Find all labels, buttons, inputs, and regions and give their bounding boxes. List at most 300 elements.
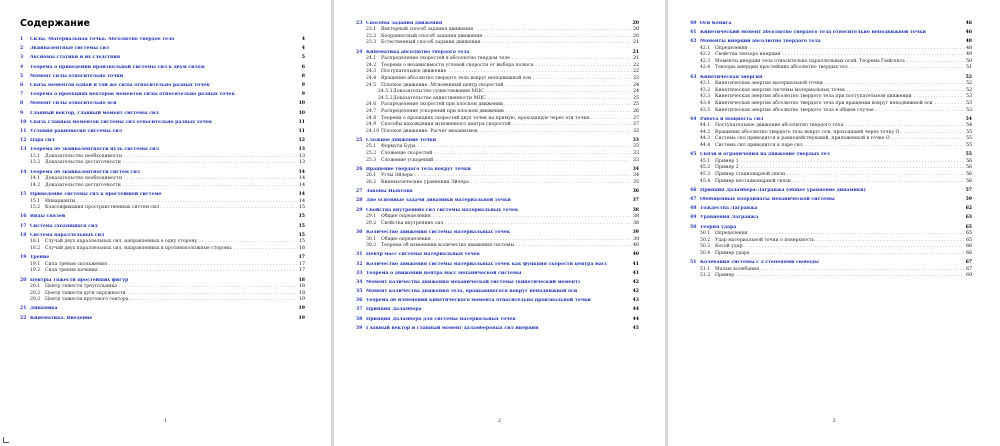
toc-entry-page[interactable]: 55 — [966, 143, 972, 149]
toc-entry-page[interactable]: 50 — [966, 58, 972, 64]
toc-entry-page[interactable]: 45 — [632, 325, 639, 331]
toc-subsection-entry[interactable] — [356, 243, 639, 250]
toc-entry-page[interactable]: 53 — [966, 94, 972, 100]
toc-entry-page[interactable]: 33 — [633, 151, 639, 157]
toc-section-entry[interactable] — [20, 192, 305, 199]
toc-entry-title[interactable]: Инварианты — [45, 198, 76, 204]
toc-section-entry[interactable] — [20, 120, 305, 127]
toc-entry-title[interactable]: Оси Кенига — [700, 20, 732, 26]
toc-entry-title[interactable]: Общие определения — [381, 214, 431, 220]
toc-entry-title[interactable]: Доказательство единственности МЦС — [393, 95, 486, 101]
toc-entry-title[interactable]: Теорема о независимости угловой скорости от выбора полюса — [381, 62, 534, 68]
toc-entry-title[interactable]: Распределение скоростей при плоском движении — [381, 102, 503, 108]
toc-entry-page[interactable]: 5 — [301, 55, 305, 61]
toc-entry-title[interactable]: Кинетическая энергия материальной точки — [715, 81, 823, 87]
toc-subsection-entry[interactable] — [20, 268, 305, 275]
toc-subsection-entry[interactable] — [356, 109, 639, 116]
toc-entry-title[interactable]: Кинетическая энергия системы материальных точек — [715, 87, 846, 93]
toc-entry-title[interactable]: Эквивалентные системы сил — [30, 46, 110, 52]
toc-entry-title[interactable]: Система параллельных сил — [30, 232, 105, 238]
toc-entry-page[interactable]: 15 — [298, 214, 305, 220]
toc-entry-title[interactable]: Система сил приводится к паре сил — [715, 143, 803, 149]
toc-entry-title[interactable]: Динамика — [30, 306, 58, 312]
toc-entry-page[interactable]: 43 — [632, 298, 639, 304]
toc-entry-title[interactable]: Приведение системы сил к простейшей системе — [30, 192, 162, 197]
toc-entry-page[interactable]: 24 — [633, 89, 639, 95]
toc-entry-page[interactable]: 26 — [633, 108, 639, 114]
toc-entry-page[interactable]: 14 — [299, 176, 305, 182]
toc-section-entry[interactable] — [20, 37, 305, 44]
toc-section-entry[interactable] — [356, 289, 639, 296]
toc-section-entry[interactable] — [20, 65, 305, 72]
toc-entry-title[interactable]: Поступательное движение абсолютно твердого тела — [715, 123, 844, 129]
toc-entry-page[interactable]: 14 — [298, 192, 305, 197]
toc-section-entry[interactable] — [690, 152, 972, 159]
toc-subsection-entry[interactable] — [20, 239, 305, 246]
toc-entry-title[interactable]: Центры тяжести простейших фигур — [30, 277, 129, 283]
toc-entry-page[interactable]: 35 — [633, 180, 639, 186]
toc-entry-page[interactable]: 46 — [965, 20, 972, 26]
toc-subsection-entry[interactable] — [356, 69, 639, 76]
toc-entry-title[interactable]: Формула Бура — [381, 144, 416, 150]
toc-entry-title[interactable]: Силы. Материальная точка. Абсолютно твердое тело — [30, 37, 175, 42]
toc-entry-page[interactable]: 21 — [633, 40, 639, 46]
toc-entry-page[interactable]: 6 — [301, 64, 305, 70]
toc-entry-title[interactable]: Моменты инерции абсолютно твердого тела — [700, 38, 821, 44]
toc-entry-page[interactable]: 38 — [633, 214, 639, 220]
toc-subsection-entry[interactable] — [20, 205, 305, 212]
toc-entry-page[interactable]: 48 — [965, 38, 972, 44]
toc-entry-title[interactable]: Свойства внутренних сил системы материальных точек — [366, 207, 519, 213]
toc-subsection-entry[interactable] — [20, 284, 305, 291]
toc-section-entry[interactable] — [20, 46, 305, 53]
toc-entry-title[interactable]: Сложное движение точки — [366, 137, 437, 143]
toc-subsection-entry[interactable] — [20, 160, 305, 167]
toc-entry-page[interactable]: 10 — [298, 101, 305, 107]
toc-entry-title[interactable]: Свойства тензора инерции — [715, 52, 781, 58]
toc-entry-title[interactable]: Трение — [30, 255, 50, 261]
toc-entry-page[interactable]: 14 — [299, 198, 305, 204]
toc-entry-page[interactable]: 22 — [633, 69, 639, 75]
toc-entry-title[interactable]: Малые колебания — [715, 266, 759, 272]
toc-entry-page[interactable]: 17 — [298, 255, 305, 261]
toc-entry-page[interactable]: 59 — [965, 197, 972, 202]
toc-entry-title[interactable]: Векторный способ задания движения — [381, 27, 474, 33]
toc-section-entry[interactable] — [20, 55, 305, 62]
toc-entry-title[interactable]: Условия равновесия системы сил — [30, 128, 122, 134]
toc-entry-page[interactable]: 24 — [633, 82, 639, 88]
toc-entry-page[interactable]: 49 — [966, 52, 972, 58]
toc-entry-title[interactable]: Виды связей — [30, 214, 66, 220]
toc-entry-page[interactable]: 44 — [632, 316, 639, 322]
toc-entry-title[interactable]: Косой удар — [715, 244, 743, 250]
toc-entry-title[interactable]: Классификация пространственных систем сил — [45, 205, 159, 211]
toc-entry-title[interactable]: Определения — [715, 231, 748, 237]
toc-entry-page[interactable]: 21 — [633, 56, 639, 62]
toc-entry-page[interactable]: 44 — [632, 307, 639, 313]
toc-section-entry[interactable] — [356, 198, 639, 205]
toc-entry-page[interactable]: 46 — [965, 29, 972, 35]
toc-entry-title[interactable]: Тождества Лагранжа — [700, 206, 758, 212]
toc-entry-page[interactable]: 66 — [966, 244, 972, 250]
toc-entry-page[interactable]: 52 — [965, 74, 972, 80]
toc-entry-title[interactable]: Момент силы относительно точки — [30, 73, 124, 79]
toc-entry-title[interactable]: Вращение абсолютно твердого тела вокруг неподвижной оси — [381, 75, 532, 81]
toc-entry-page[interactable]: 39 — [633, 236, 639, 242]
toc-entry-page[interactable]: 23 — [633, 75, 639, 81]
toc-entry-title[interactable]: Кинетическая энергия — [700, 74, 763, 80]
toc-entry-title[interactable]: Колебания системы с 2 степенями свободы — [700, 260, 819, 266]
toc-subsection-entry[interactable] — [356, 56, 639, 63]
toc-entry-page[interactable]: 9 — [301, 82, 305, 88]
toc-entry-page[interactable]: 41 — [632, 261, 639, 267]
toc-entry-title[interactable]: Теорема о проекциях скоростей двух точек на прямую, проходящую через эти точки — [381, 115, 590, 121]
toc-entry-page[interactable]: 8 — [301, 73, 305, 79]
toc-entry-title[interactable]: Теорема о приведении произвольной системы сил к двум силам — [30, 64, 205, 70]
toc-subsection-entry[interactable] — [356, 221, 639, 228]
toc-entry-page[interactable]: 14 — [299, 182, 305, 188]
toc-entry-title[interactable]: Пример нестационарной связи — [715, 178, 791, 184]
toc-entry-page[interactable]: 11 — [298, 128, 305, 134]
toc-entry-title[interactable]: Плоское движение. Расчет механизмов — [381, 128, 478, 134]
toc-entry-page[interactable]: 27 — [633, 122, 639, 128]
toc-subsection-entry[interactable] — [690, 179, 972, 186]
toc-entry-title[interactable]: Распределение скоростей в абсолютно твердом теле — [381, 56, 510, 62]
toc-section-entry[interactable] — [690, 206, 972, 213]
toc-subsection-entry[interactable] — [690, 143, 972, 150]
toc-entry-page[interactable]: 38 — [632, 207, 639, 213]
toc-entry-page[interactable]: 57 — [965, 187, 972, 193]
toc-entry-page[interactable]: 56 — [966, 172, 972, 178]
toc-entry-title[interactable]: Центр тяжести дуги окружности — [45, 290, 126, 296]
toc-section-entry[interactable] — [20, 92, 305, 99]
toc-entry-title[interactable]: Кинетическая энергия абсолютно твердого тела при вращении вокруг неподвижной оси — [715, 100, 933, 106]
toc-subsection-entry[interactable] — [356, 214, 639, 221]
toc-entry-title[interactable]: Законы Ньютона — [366, 189, 413, 195]
toc-section-entry[interactable] — [20, 224, 305, 231]
toc-section-entry[interactable] — [20, 138, 305, 145]
toc-section-entry[interactable] — [690, 215, 972, 222]
toc-entry-page[interactable]: 62 — [965, 206, 972, 212]
toc-entry-title[interactable]: Главный вектор и главный момент даламберовых сил инерции — [366, 325, 539, 331]
toc-entry-title[interactable]: Кинетическая энергия абсолютно твердого тела в общем случае — [715, 107, 874, 113]
toc-entry-page[interactable]: 54 — [965, 116, 972, 122]
toc-subsection-entry[interactable] — [356, 102, 639, 109]
toc-entry-page[interactable]: 67 — [966, 266, 972, 272]
toc-entry-page[interactable]: 34 — [632, 166, 639, 172]
toc-section-entry[interactable] — [690, 21, 972, 28]
toc-section-entry[interactable] — [20, 83, 305, 90]
toc-entry-title[interactable]: Момент количества движения механической системы (кинетический момент) — [366, 279, 581, 285]
toc-entry-page[interactable]: 4 — [301, 37, 305, 42]
toc-subsection-entry[interactable] — [356, 40, 639, 47]
toc-entry-title[interactable]: Случай двух параллельных сил, направленных в одну сторону — [45, 239, 198, 245]
toc-subsection-entry[interactable] — [20, 246, 305, 253]
toc-entry-page[interactable]: 67 — [965, 260, 972, 266]
toc-entry-page[interactable]: 42 — [632, 279, 639, 285]
toc-entry-page[interactable]: 41 — [632, 270, 639, 276]
toc-subsection-entry[interactable] — [356, 27, 639, 34]
toc-entry-title[interactable]: Общие определения — [381, 236, 431, 242]
toc-entry-title[interactable]: Принцип Даламбера — [366, 307, 422, 313]
toc-entry-page[interactable]: 56 — [966, 158, 972, 164]
toc-entry-title[interactable]: Моменты инерции тела относительно параллельных осей. Теорема Гюйгенса — [715, 58, 905, 64]
toc-entry-page[interactable]: 38 — [633, 220, 639, 226]
toc-entry-title[interactable]: Кинетический момент абсолютно твердого тела относительно неподвижной точки — [700, 29, 926, 35]
toc-entry-page[interactable]: 20 — [633, 27, 639, 33]
toc-entry-title[interactable]: Теория удара — [700, 224, 737, 230]
toc-entry-page[interactable]: 25 — [633, 102, 639, 108]
toc-entry-title[interactable]: Количество движения системы материальных точек как функция скорости центра масс — [366, 261, 608, 267]
toc-entry-page[interactable]: 33 — [633, 144, 639, 150]
toc-entry-page[interactable]: 34 — [633, 173, 639, 179]
toc-section-entry[interactable] — [690, 30, 972, 37]
toc-entry-page[interactable]: 17 — [299, 261, 305, 267]
toc-subsection-entry[interactable] — [690, 231, 972, 238]
toc-entry-title[interactable]: Удар материальной точки о поверхность — [715, 237, 815, 243]
toc-entry-page[interactable]: 53 — [966, 100, 972, 106]
toc-entry-page[interactable]: 15 — [298, 223, 305, 229]
toc-entry-title[interactable]: Момент силы относительно оси — [30, 101, 117, 107]
toc-entry-page[interactable]: 36 — [632, 189, 639, 195]
toc-entry-title[interactable]: Связь главных моментов системы сил относительно разных точек — [30, 119, 213, 125]
toc-entry-title[interactable]: Кинематика. Введение — [30, 315, 93, 321]
toc-entry-page[interactable]: 27 — [633, 115, 639, 121]
toc-subsection-entry[interactable] — [20, 183, 305, 190]
toc-entry-page[interactable]: 19 — [299, 297, 305, 303]
toc-entry-page[interactable]: 54 — [966, 123, 972, 129]
toc-section-entry[interactable] — [20, 74, 305, 81]
toc-subsection-entry[interactable] — [690, 52, 972, 59]
toc-entry-title[interactable]: Пример 1 — [715, 158, 739, 164]
toc-entry-page[interactable]: 4 — [301, 46, 305, 52]
toc-section-entry[interactable] — [20, 147, 305, 154]
toc-section-entry[interactable] — [20, 129, 305, 136]
toc-subsection-entry[interactable] — [356, 151, 639, 158]
toc-section-entry[interactable] — [20, 316, 305, 323]
toc-entry-title[interactable]: Углы Эйлера — [381, 173, 413, 179]
toc-entry-page[interactable]: 56 — [966, 178, 972, 184]
toc-entry-page[interactable]: 69 — [966, 273, 972, 279]
toc-entry-title[interactable]: Распределение ускорений при плоском движении — [381, 108, 504, 114]
toc-section-entry[interactable] — [20, 214, 305, 221]
toc-entry-page[interactable]: 39 — [632, 229, 639, 235]
toc-section-entry[interactable] — [690, 39, 972, 46]
toc-entry-page[interactable]: 13 — [299, 160, 305, 166]
toc-entry-page[interactable]: 51 — [966, 65, 972, 71]
toc-entry-title[interactable]: Доказательство необходимости — [45, 153, 123, 159]
toc-entry-title[interactable]: Доказательство существования МЦС — [393, 89, 484, 95]
toc-entry-title[interactable]: Аксиомы статики и их следствия — [30, 55, 121, 61]
toc-entry-title[interactable]: Теорема об изменении количества движения системы — [381, 243, 515, 249]
toc-entry-title[interactable]: Способы нахождения мгновенного центра скоростей — [381, 122, 511, 128]
toc-section-entry[interactable] — [356, 252, 639, 259]
toc-entry-title[interactable]: Кинематика абсолютно твердого тела — [366, 49, 470, 55]
toc-entry-page[interactable]: 65 — [966, 237, 972, 243]
toc-entry-title[interactable]: Главный вектор, главный момент системы сил — [30, 110, 159, 116]
toc-subsection-entry[interactable] — [690, 273, 972, 280]
toc-entry-title[interactable]: Две основные задачи динамики материальной точки — [366, 198, 511, 204]
toc-entry-page[interactable]: 55 — [965, 152, 972, 158]
toc-entry-title[interactable]: Принцип Даламбера для системы материальных точек — [366, 316, 516, 322]
toc-entry-page[interactable]: 16 — [299, 245, 305, 251]
toc-entry-title[interactable]: Связь моментов одной и той же силы относительно разных точек — [30, 82, 210, 88]
toc-section-entry[interactable] — [356, 326, 639, 333]
toc-subsection-entry[interactable] — [690, 65, 972, 72]
toc-entry-page[interactable]: 14 — [298, 169, 305, 175]
toc-entry-page[interactable]: 52 — [966, 81, 972, 87]
toc-section-entry[interactable] — [356, 262, 639, 269]
toc-entry-title[interactable]: Вращение твердого тела вокруг точки — [366, 166, 471, 172]
toc-section-entry[interactable] — [356, 280, 639, 287]
toc-subsection-entry[interactable] — [20, 176, 305, 183]
toc-entry-title[interactable]: Уравнения Лагранжа — [700, 215, 759, 221]
toc-entry-page[interactable]: 48 — [966, 45, 972, 51]
toc-subsection-entry[interactable] — [690, 172, 972, 179]
toc-section-entry[interactable] — [20, 255, 305, 262]
toc-entry-title[interactable]: Теорема о движении центра масс механической системы — [366, 270, 522, 276]
toc-entry-page[interactable]: 20 — [633, 33, 639, 39]
toc-entry-title[interactable]: Свойства внутренних сил — [381, 220, 444, 226]
toc-entry-page[interactable]: 63 — [965, 215, 972, 221]
toc-entry-title[interactable]: Количество движения системы материальных точек — [366, 229, 511, 235]
toc-section-entry[interactable] — [356, 189, 639, 196]
toc-entry-title[interactable]: Пара сил — [30, 138, 55, 144]
toc-entry-page[interactable]: 20 — [632, 20, 639, 26]
toc-entry-title[interactable]: Связи и ограничения на движение твердых тел — [700, 152, 830, 158]
toc-entry-page[interactable]: 53 — [966, 107, 972, 113]
toc-entry-title[interactable]: Работа и мощность сил — [700, 116, 764, 122]
toc-entry-title[interactable]: Способы задания движения — [366, 20, 443, 26]
toc-entry-page[interactable]: 37 — [632, 198, 639, 204]
toc-entry-page[interactable]: 42 — [632, 289, 639, 295]
toc-section-entry[interactable] — [690, 188, 972, 195]
toc-entry-page[interactable]: 18 — [298, 277, 305, 283]
toc-entry-title[interactable]: Пример стационарной связи — [715, 172, 786, 178]
toc-entry-page[interactable]: 55 — [966, 136, 972, 142]
toc-entry-title[interactable]: Сила трения качения — [45, 268, 98, 274]
toc-entry-page[interactable]: 9 — [301, 92, 305, 98]
toc-section-entry[interactable] — [20, 111, 305, 118]
toc-entry-page[interactable]: 55 — [966, 129, 972, 135]
toc-subsection-entry[interactable] — [356, 122, 639, 129]
toc-entry-title[interactable]: Принцип Даламбера-Лагранжа (общее уравнение динамики) — [700, 187, 866, 193]
toc-entry-title[interactable]: Поступательное движение — [381, 69, 447, 75]
toc-entry-title[interactable]: Центр масс системы материальных точек — [366, 252, 481, 258]
toc-subsection-entry[interactable] — [690, 123, 972, 130]
toc-entry-page[interactable]: 65 — [965, 224, 972, 230]
toc-entry-title[interactable]: Случай двух параллельных сил, направленных в противоположные стороны — [45, 245, 232, 251]
toc-subsection-entry[interactable] — [356, 129, 639, 136]
toc-entry-page[interactable]: 22 — [633, 62, 639, 68]
toc-entry-title[interactable]: Теорема об эквивалентности нуль системы сил — [30, 147, 159, 153]
toc-entry-title[interactable]: Естественный способ задания движения — [381, 40, 481, 46]
toc-entry-page[interactable]: 40 — [632, 252, 639, 258]
toc-entry-page[interactable]: 19 — [298, 306, 305, 312]
toc-entry-title[interactable]: Теорема о проекциях векторов моментов силы относительно разных точек — [30, 92, 235, 98]
toc-subsection-entry[interactable] — [356, 76, 639, 83]
toc-subsection-entry[interactable] — [690, 101, 972, 108]
toc-entry-title[interactable]: Координатный способ задания движения — [381, 33, 483, 39]
toc-entry-page[interactable]: 11 — [298, 119, 305, 125]
toc-section-entry[interactable] — [690, 260, 972, 267]
toc-entry-title[interactable]: Пример 2 — [715, 165, 739, 171]
toc-entry-title[interactable]: Определения — [715, 45, 748, 51]
toc-section-entry[interactable] — [20, 306, 305, 313]
toc-entry-page[interactable]: 15 — [298, 232, 305, 238]
toc-entry-page[interactable]: 25 — [633, 95, 639, 101]
toc-entry-title[interactable]: Кинетическая энергия абсолютно твердого тела при поступательном движении — [715, 94, 912, 100]
toc-entry-title[interactable]: Плоское движение. Мгновенный центр скоростей — [381, 82, 504, 88]
toc-entry-title[interactable]: Доказательство достаточности — [45, 160, 121, 166]
toc-entry-title[interactable]: Доказательство необходимости — [45, 176, 123, 182]
toc-entry-page[interactable]: 17 — [299, 268, 305, 274]
toc-subsection-entry[interactable] — [690, 251, 972, 258]
toc-entry-title[interactable]: Момент количества движения тела, вращающегося вокруг неподвижной оси — [366, 289, 578, 295]
toc-entry-title[interactable]: Теорема об эквивалентности систем сил — [30, 169, 140, 175]
toc-entry-title[interactable]: Сила трения скольжения — [45, 261, 107, 267]
toc-section-entry[interactable] — [356, 307, 639, 314]
toc-entry-title[interactable]: Кинематические уравнения Эйлера — [381, 180, 469, 186]
toc-entry-page[interactable]: 12 — [298, 138, 305, 144]
toc-entry-title[interactable]: Доказательство достаточности — [45, 182, 121, 188]
toc-entry-page[interactable]: 33 — [632, 137, 639, 143]
toc-entry-page[interactable]: 15 — [299, 205, 305, 211]
toc-entry-title[interactable]: Система сил приводится к равнодействующей, приложенной в точке O — [715, 136, 890, 142]
toc-subsection-entry[interactable] — [690, 81, 972, 88]
toc-section-entry[interactable] — [356, 271, 639, 278]
toc-entry-page[interactable]: 56 — [966, 165, 972, 171]
toc-entry-page[interactable]: 21 — [632, 49, 639, 55]
toc-subsection-entry[interactable] — [356, 89, 639, 96]
toc-section-entry[interactable] — [356, 298, 639, 305]
toc-entry-page[interactable]: 52 — [966, 87, 972, 93]
toc-entry-title[interactable]: Теорема об изменении кинетического момента относительно произвольной точки — [366, 298, 591, 304]
toc-entry-page[interactable]: 19 — [298, 315, 305, 321]
toc-subsection-entry[interactable] — [356, 158, 639, 165]
toc-entry-title[interactable]: Сложение ускорений — [381, 157, 434, 163]
toc-entry-page[interactable]: 15 — [299, 239, 305, 245]
toc-entry-title[interactable]: Система сходящихся сил — [30, 223, 98, 229]
toc-section-entry[interactable] — [20, 101, 305, 108]
toc-entry-page[interactable]: 33 — [633, 157, 639, 163]
toc-entry-title[interactable]: Вращение абсолютно твердого тела вокруг оси, проходящей через точку O — [715, 129, 900, 135]
toc-entry-title[interactable]: Пример — [715, 273, 735, 279]
toc-section-entry[interactable] — [356, 317, 639, 324]
toc-entry-page[interactable]: 13 — [298, 147, 305, 153]
toc-entry-page[interactable]: 13 — [299, 153, 305, 159]
toc-subsection-entry[interactable] — [690, 108, 972, 115]
toc-entry-page[interactable]: 66 — [966, 250, 972, 256]
toc-entry-title[interactable]: Обобщенные координаты механической системы — [700, 197, 835, 202]
toc-entry-page[interactable]: 32 — [633, 128, 639, 134]
toc-entry-title[interactable]: Центр тяжести треугольника — [45, 284, 117, 290]
toc-entry-page[interactable]: 10 — [298, 110, 305, 116]
toc-entry-title[interactable]: Тензоры инерции простейших абсолютно твердых тел — [715, 65, 848, 71]
toc-entry-title[interactable]: Сложение скоростей — [381, 151, 433, 157]
toc-entry-page[interactable]: 18 — [299, 284, 305, 290]
toc-entry-page[interactable]: 40 — [633, 243, 639, 249]
toc-subsection-entry[interactable] — [690, 94, 972, 101]
toc-entry-page[interactable]: 18 — [299, 290, 305, 296]
toc-entry-title[interactable]: Центр тяжести кругового сектора — [45, 297, 129, 303]
toc-subsection-entry[interactable] — [20, 297, 305, 304]
toc-section-entry[interactable] — [690, 197, 972, 204]
toc-entry-page[interactable]: 65 — [966, 231, 972, 237]
toc-subsection-entry[interactable] — [356, 180, 639, 187]
toc-subsection-entry[interactable] — [690, 244, 972, 251]
toc-entry-title[interactable]: Пример удара — [715, 250, 750, 256]
